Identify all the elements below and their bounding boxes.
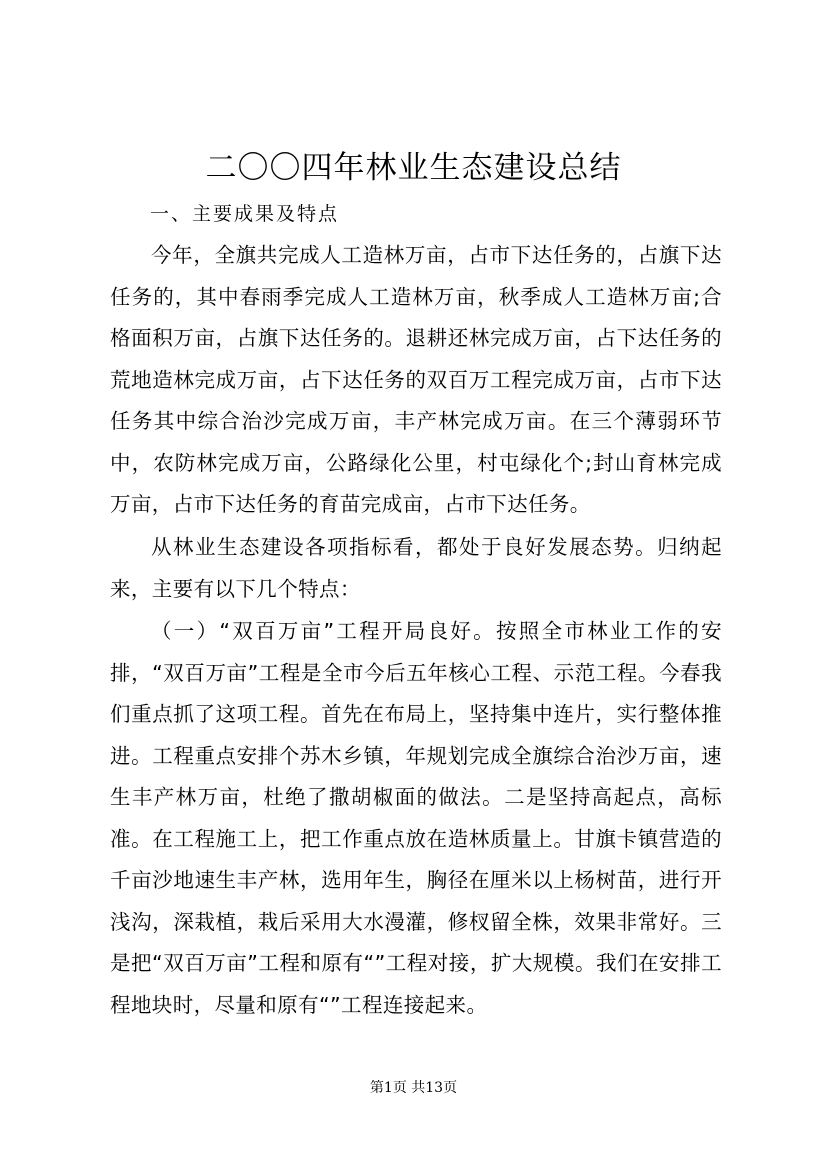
paragraph: 今年，全旗共完成人工造林万亩，占市下达任务的，占旗下达任务的，其中春雨季完成人工造林万亩，秋季成人工造林万亩;合格面积万亩，占旗下达任务的。退耕还林完成万亩，占下达任务的荒地造林完成万亩，占下达任务的双百万工程完成万亩，占市下达任务其中综合治沙完成万亩，丰产林完成万亩。在三个薄弱环节中，农防林完成万亩，公路绿化公里，村屯绿化个;封山育林完成万亩，占市下达任务的育苗完成亩，占市下达任务。 [110,243,722,516]
document-title: 二〇〇四年林业生态建设总结 [205,150,622,186]
section-heading: 一、主要成果及特点 [150,203,340,225]
page-number-footer: 第1页 共13页 [369,1080,458,1096]
paragraph: 从林业生态建设各项指标看，都处于良好发展态势。归纳起来，主要有以下几个特点： [110,535,722,601]
paragraph: （一）“双百万亩”工程开局良好。按照全市林业工作的安排，“双百万亩”工程是全市今后五年核心工程、示范工程。今春我们重点抓了这项工程。首先在布局上，坚持集中连片，实行整体推进。工程重点安排个苏木乡镇，年规划完成全旗综合治沙万亩，速生丰产林万亩，杜绝了撒胡椒面的做法。二是坚持高起点，高标准。在工程施工上，把工作重点放在造林质量上。甘旗卡镇营造的千亩沙地速生丰产林，选用年生，胸径在厘米以上杨树苗，进行开浅沟，深栽植，栽后采用大水漫灌，修杈留全株，效果非常好。三是把“双百万亩”工程和原有“”工程对接，扩大规模。我们在安排工程地块时，尽量和原有“”工程连接起来。 [110,619,722,1017]
